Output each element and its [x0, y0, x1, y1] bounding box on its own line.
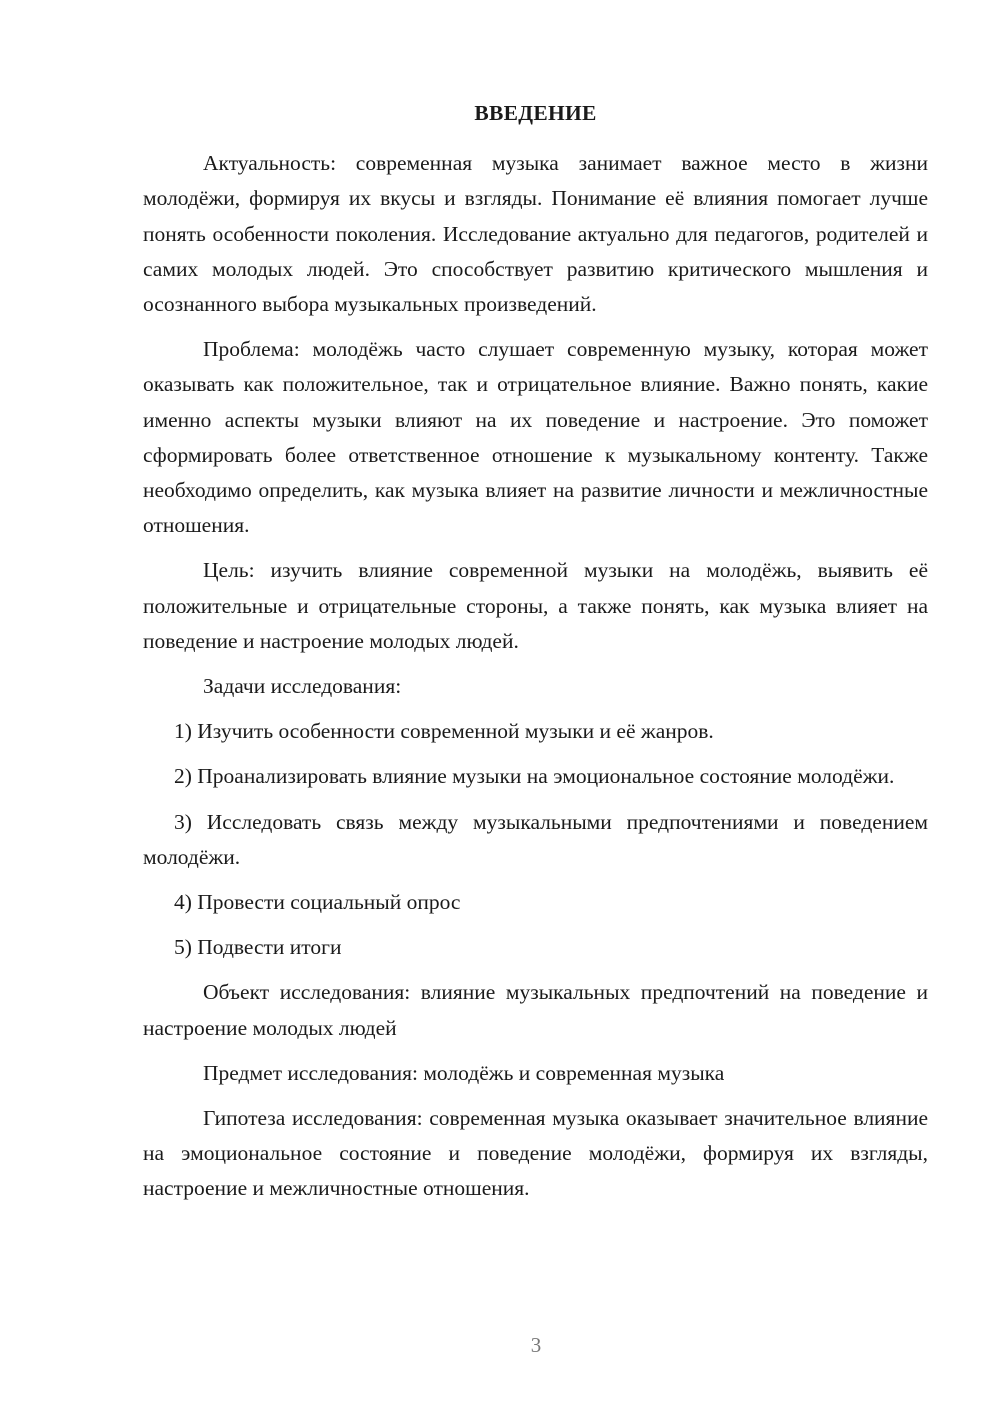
list-item-task-3: 3) Исследовать связь между музыкальными предпочтениями и поведением молодёжи.	[143, 809, 928, 869]
paragraph-relevance: Актуальность: современная музыка занимает важное место в жизни молодёжи, формируя их вкусы и взгляды. Понимание её влияния помогает лучше понять особенности поколения. Исследование актуально для педагогов, родителей и самих молодых людей. Это способствует развитию критического мышления и осознанного выбора музыкальных произведений.	[143, 151, 928, 317]
page-title: ВВЕДЕНИЕ	[474, 101, 597, 125]
paragraph-subject: Предмет исследования: молодёжь и современная музыка	[203, 1060, 725, 1085]
page-content	[143, 96, 928, 1217]
paragraph-goal: Цель: изучить влияние современной музыки на молодёжь, выявить её положительные и отрицательные стороны, а также понять, как музыка влияет на поведение и настроение молодых людей.	[143, 558, 928, 653]
list-item-task-5: 5) Подвести итоги	[174, 935, 342, 960]
paragraph-object: Объект исследования: влияние музыкальных предпочтений на поведение и настроение молодых людей	[143, 980, 928, 1040]
list-item-task-2: 2) Проанализировать влияние музыки на эмоциональное состояние молодёжи.	[174, 764, 895, 789]
list-item-task-1: 1) Изучить особенности современной музыки и её жанров.	[174, 719, 714, 744]
paragraph-hypothesis: Гипотеза исследования: современная музыка оказывает значительное влияние на эмоциональное состояние и поведение молодёжи, формируя их взгляды, настроение и межличностные отношения.	[143, 1106, 928, 1201]
list-item-task-4: 4) Провести социальный опрос	[174, 890, 461, 915]
page-number: 3	[530, 1333, 542, 1357]
tasks-title: Задачи исследования:	[203, 674, 402, 699]
paragraph-problem: Проблема: молодёжь часто слушает современную музыку, которая может оказывать как положительное, так и отрицательное влияние. Важно понять, какие именно аспекты музыки влияют на их поведение и настроение. Это поможет сформировать более ответственное отношение к музыкальному контенту. Также необходимо определить, как музыка влияет на развитие личности и межличностные отношения.	[143, 337, 928, 538]
